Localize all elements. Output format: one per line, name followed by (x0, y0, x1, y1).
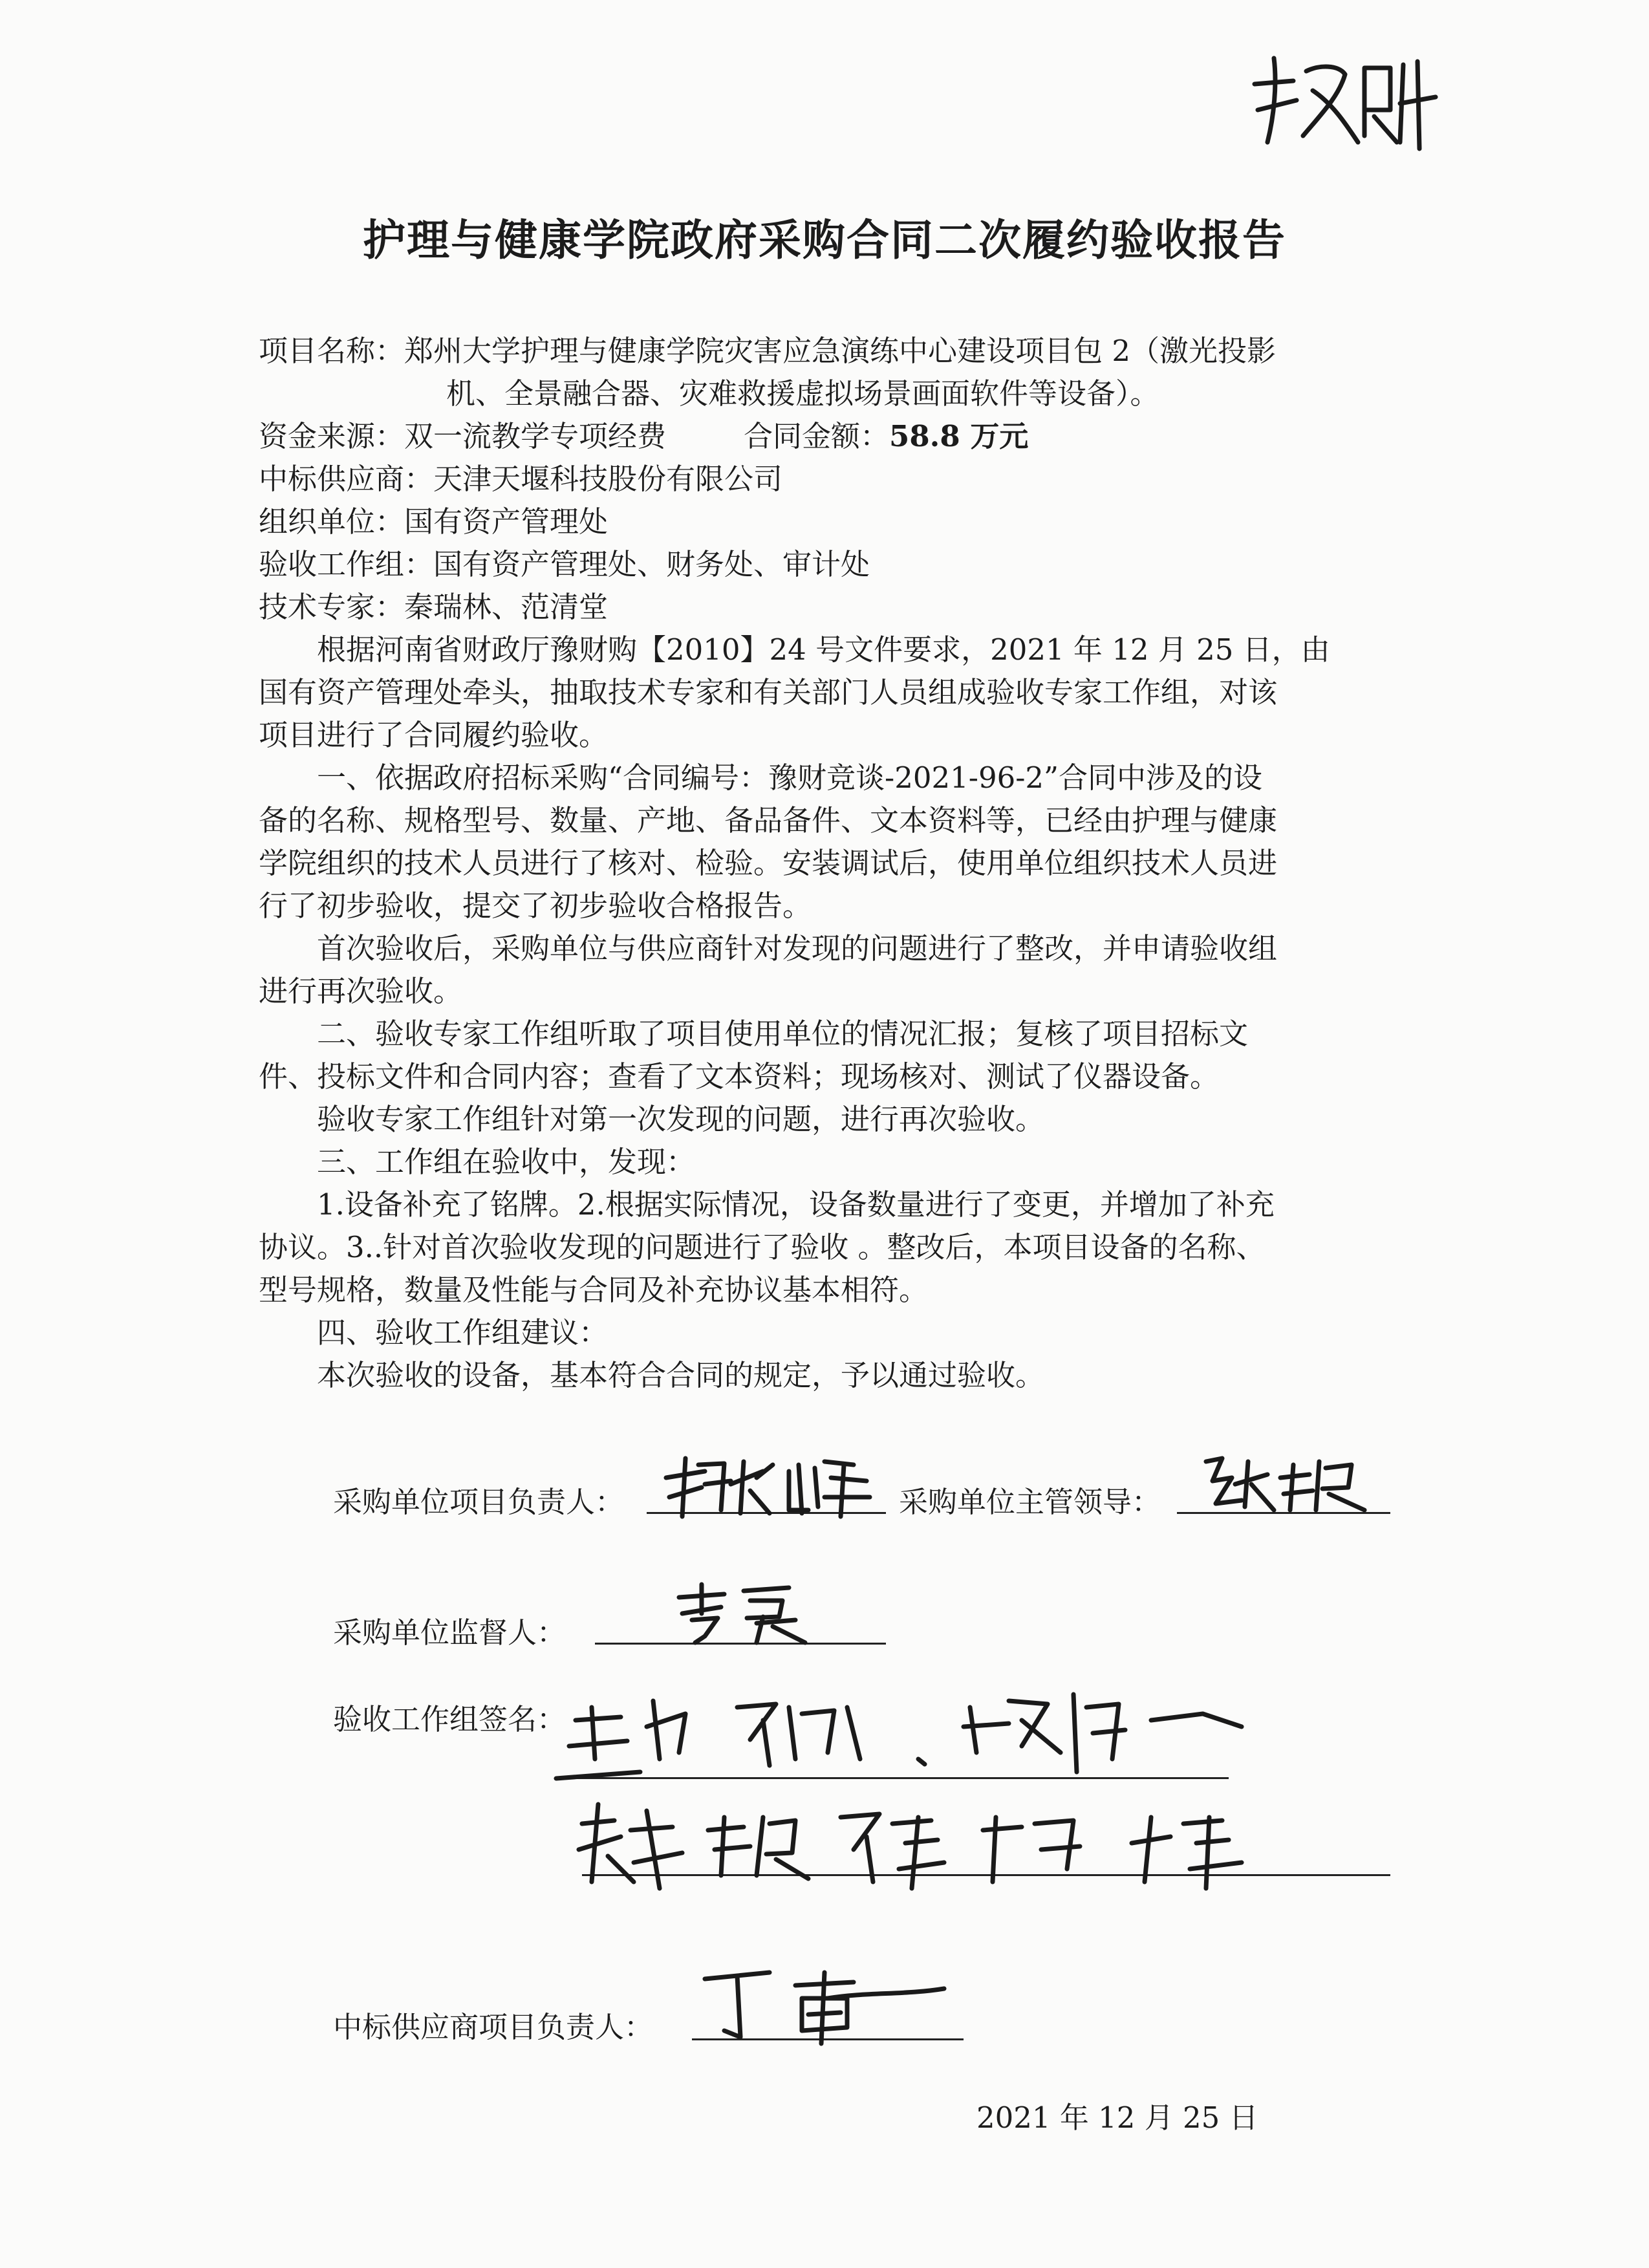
organizer-row (259, 501, 1416, 543)
working-group-handwritten-signatures-row-2 (569, 1791, 1410, 1901)
paragraph-line: 一、依据政府招标采购“合同编号：豫财竞谈-2021-96-2”合同中涉及的设 (317, 761, 1263, 795)
contract-amount-label: 合同金额： (744, 419, 890, 453)
project-name-row (259, 330, 1416, 373)
working-group-label: 验收工作组： (259, 547, 434, 581)
project-lead-label: 采购单位项目负责人： (333, 1485, 625, 1519)
paragraph-line: 型号规格，数量及性能与合同及补充协议基本相符。 (259, 1273, 929, 1307)
working-group-handwritten-signatures-row-1 (556, 1681, 1255, 1791)
paragraph-line: 备的名称、规格型号、数量、产地、备品备件、文本资料等，已经由护理与健康 (259, 803, 1278, 837)
paragraph-line: 首次验收后，采购单位与供应商针对发现的问题进行了整改，并申请验收组 (317, 931, 1278, 966)
report-date: 2021 年 12 月 25 日 (976, 2101, 1258, 2135)
organizer-label: 组织单位： (259, 504, 405, 539)
supervisor-leader-label: 采购单位主管领导： (899, 1485, 1161, 1519)
project-name-continuation: 机、全景融合器、灾难救援虚拟场景画面软件等设备）。 (446, 376, 1159, 411)
paragraph-line: 本次验收的设备，基本符合合同的规定，予以通过验收。 (317, 1358, 1045, 1392)
paragraph-line: 四、验收工作组建议： (317, 1315, 609, 1350)
paragraph-line: 二、验收专家工作组听取了项目使用单位的情况汇报；复核了项目招标文 (317, 1017, 1249, 1051)
paragraph-line: 1.设备补充了铭牌。2.根据实际情况，设备数量进行了变更，并增加了补充 (317, 1187, 1275, 1222)
vendor-lead-handwritten-signature (679, 1960, 951, 2050)
paragraph-line: 项目进行了合同履约验收。 (259, 718, 609, 752)
paragraph-line: 根据河南省财政厅豫财购【2010】24 号文件要求，2021 年 12 月 25 日，由 (317, 632, 1330, 667)
working-group-signatures-label: 验收工作组签名： (333, 1702, 566, 1736)
vendor-lead-label: 中标供应商项目负责人： (333, 2010, 654, 2044)
contract-amount-value: 58.8 万元 (889, 419, 1029, 453)
paragraph-line: 进行再次验收。 (259, 974, 463, 1008)
paragraph-line: 三、工作组在验收中，发现： (317, 1145, 696, 1179)
experts-value: 秦瑞林、范清堂 (404, 590, 609, 624)
working-group-row (259, 543, 1416, 586)
project-name-label: 项目名称： (259, 334, 405, 368)
paragraph-line: 件、投标文件和合同内容；查看了文本资料；现场核对、测试了仪器设备。 (259, 1059, 1220, 1094)
monitor-label: 采购单位监督人： (333, 1615, 566, 1650)
supplier-label: 中标供应商： (259, 462, 434, 496)
paragraph-line: 协议。3..针对首次验收发现的问题进行了验收 。整改后，本项目设备的名称、 (259, 1230, 1266, 1264)
supplier-row (259, 458, 1416, 501)
report-title: 护理与健康学院政府采购合同二次履约验收报告 (363, 215, 1286, 265)
project-lead-handwritten-signature (660, 1452, 879, 1523)
experts-row (259, 586, 1416, 629)
working-group-value: 国有资产管理处、财务处、审计处 (433, 547, 870, 581)
paragraph-line: 学院组织的技术人员进行了核对、检验。安装调试后，使用单位组织技术人员进 (259, 846, 1278, 880)
supervisor-leader-handwritten-signature (1196, 1449, 1390, 1520)
supplier-value: 天津天堰科技股份有限公司 (433, 462, 783, 496)
handwritten-corner-note (1248, 45, 1442, 155)
paragraph-line: 国有资产管理处牵头，抽取技术专家和有关部门人员组成验收专家工作组，对该 (259, 675, 1278, 709)
organizer-value: 国有资产管理处 (404, 504, 609, 539)
experts-label: 技术专家： (259, 590, 405, 624)
paragraph-line: 验收专家工作组针对第一次发现的问题，进行再次验收。 (317, 1102, 1045, 1136)
project-name-value: 郑州大学护理与健康学院灾害应急演练中心建设项目包 2（激光投影 (404, 334, 1276, 368)
funding-row (259, 415, 1416, 458)
funding-value: 双一流教学专项经费 (404, 419, 667, 453)
monitor-handwritten-signature (666, 1578, 821, 1649)
report-body (259, 330, 1416, 1397)
paragraph-line: 行了初步验收，提交了初步验收合格报告。 (259, 889, 812, 923)
funding-label: 资金来源： (259, 419, 405, 453)
